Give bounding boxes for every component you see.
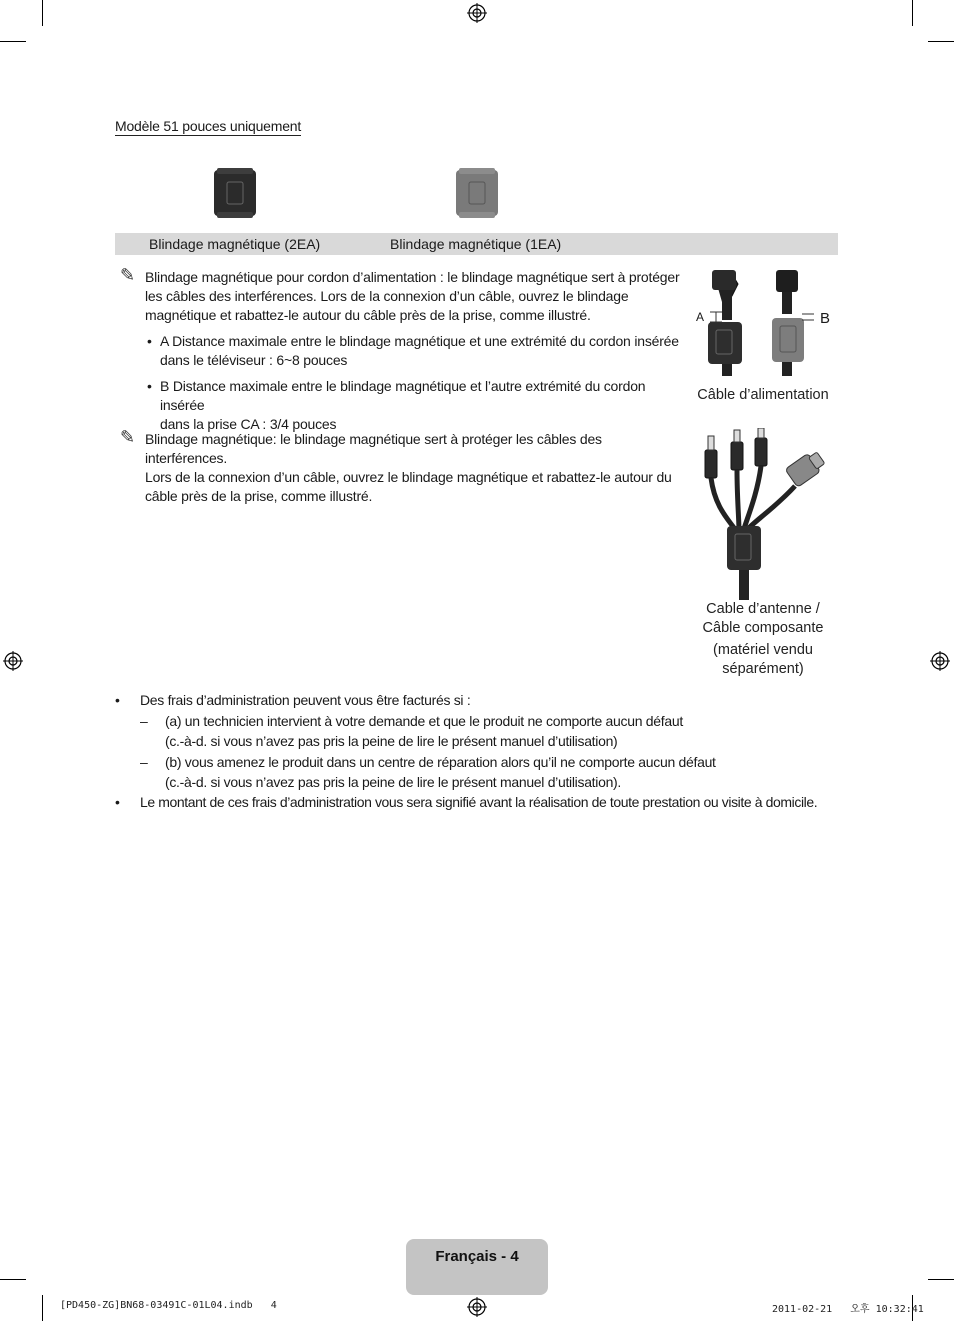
dash-symbol: – <box>140 754 148 770</box>
caption-power-cable: Câble d’alimentation <box>697 387 829 403</box>
crop-mark <box>912 0 913 26</box>
bullet-distance-a: • A Distance maximale entre le blindage magnétique et une extrémité du cordon insérée dans le téléviseur : 6~8 pouces <box>147 333 679 368</box>
parts-label-bar <box>115 233 838 255</box>
print-slug-right: 2011-02-21 오후 10:32:41 <box>772 1304 924 1315</box>
registration-mark-icon <box>930 651 950 671</box>
section-title: Modèle 51 pouces uniquement <box>115 118 302 134</box>
bullet-dot: • <box>147 378 152 394</box>
magnetic-core-grey-icon <box>455 168 499 218</box>
registration-mark-icon <box>3 651 23 671</box>
bullet-dot: • <box>147 333 152 349</box>
crop-mark <box>42 0 43 26</box>
registration-mark-icon <box>467 3 487 23</box>
bullet-distance-b: • B Distance maximale entre le blindage magnétique et l’autre extrémité du cordon insérée dans la prise CA : 3/4 pouces <box>147 378 646 432</box>
antenna-component-cable-illustration <box>695 428 835 600</box>
crop-mark <box>928 1279 954 1280</box>
label-a: A <box>696 310 705 324</box>
note-general-shield: Blindage magnétique: le blindage magnétique sert à protéger les câbles des interférences. Lors de la connexion d’un câble, ouvrez le blindage magnétique et rabattez-le autour du câble près de la prise, comme illustré. <box>145 431 672 504</box>
crop-mark <box>928 41 954 42</box>
page-number-tab <box>406 1239 548 1295</box>
bullet-dot: • <box>115 692 120 708</box>
part-label-2ea: Blindage magnétique (2EA) <box>149 236 321 252</box>
note-power-cord: Blindage magnétique pour cordon d’alimentation : le blindage magnétique sert à protéger les câbles des interférences. Lors de la connexion d’un câble, ouvrez le blindage magnétique et rabattez-le autour du câble près de la prise, comme illustré. <box>145 269 680 323</box>
bullet-dot: • <box>115 794 120 810</box>
crop-mark <box>42 1295 43 1321</box>
crop-mark <box>0 41 26 42</box>
note-pencil-icon: ✎ <box>120 427 136 447</box>
note-pencil-icon: ✎ <box>120 265 136 285</box>
print-slug-left: [PD450-ZG]BN68-03491C-01L04.indb 4 <box>60 1300 277 1311</box>
caption-antenna-cable: Cable d’antenne / Câble composante (matériel vendu séparément) <box>702 601 824 677</box>
crop-mark <box>0 1279 26 1280</box>
dash-symbol: – <box>140 713 148 729</box>
page-label: Français - 4 <box>435 1248 519 1265</box>
part-label-1ea: Blindage magnétique (1EA) <box>390 236 562 252</box>
registration-mark-icon <box>467 1297 487 1317</box>
label-b: B <box>820 310 831 327</box>
magnetic-core-dark-icon <box>213 168 257 218</box>
